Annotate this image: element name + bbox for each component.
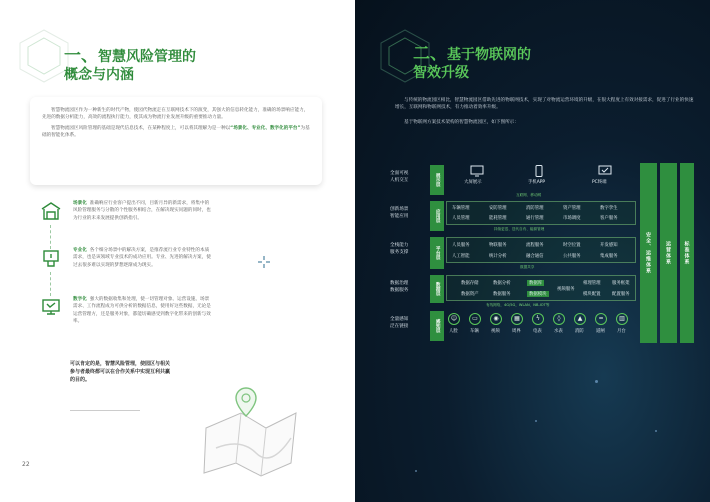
display-layer — [446, 165, 636, 191]
app-item: 通行管理 — [526, 216, 544, 221]
sense-item: 月台 — [617, 329, 626, 334]
perimeter-icon: ▦ — [511, 313, 523, 325]
vbar-standards: 标准体系 — [680, 163, 694, 343]
section-title-iot-upgrade: 二、基于物联网的 智效升级 — [413, 44, 531, 81]
data-item: 数据资产 — [461, 292, 479, 297]
sense-item: 人脸 — [449, 329, 458, 334]
platform-item: 人员服务 — [452, 243, 470, 248]
app-ribbon: 持续更迭、迭代自有、能源管理 — [494, 227, 545, 231]
data-item: 模块配置 — [583, 292, 601, 297]
app-item: 人员管理 — [452, 216, 470, 221]
section-title-risk-management: 一、智慧风险管理的 概念与内涵 — [64, 46, 196, 83]
fire-icon: ▲ — [574, 313, 586, 325]
monitor-icon — [470, 165, 484, 177]
row-label: 全栈能力 服务支撑 — [390, 243, 409, 255]
sense-item: 道闸 — [596, 329, 605, 334]
diagram-caption: 基于物联网方案技术架构的智慧物流园区，如下图所示： — [404, 120, 519, 125]
layer-tag-data: 数据层 — [430, 275, 444, 303]
app-item: 能耗管理 — [489, 216, 507, 221]
digital-icon — [40, 296, 62, 318]
vbar-operations: 运营体系 — [660, 163, 677, 343]
row-label: 数据治理 数据服务 — [390, 281, 409, 293]
feature-text: 场景化 准确响应行业客户提出不同，目新月异的新需求，将集中的风险管理服务与分散的个性服务相结合，在解决现实问题的同时，也为行业的未来发展提供创新指引。 — [73, 201, 211, 221]
particle-glow — [655, 430, 657, 432]
display-item: PC终端 — [592, 180, 607, 185]
face-icon: ☺ — [448, 313, 460, 325]
conclusion-text: 可以肯定的是，智慧风险管理，使园区与相关参与者最终都可以在合作关系中实现互利共赢的目的。 — [70, 361, 171, 383]
application-layer — [446, 201, 636, 225]
sensing-layer — [446, 311, 636, 341]
vehicle-icon: ▭ — [469, 313, 481, 325]
network-ribbon: 有线网络，4G/5G，WLAN，NB-IOT等 — [486, 303, 550, 307]
intro-box — [30, 97, 322, 185]
intro-paragraph: 与传统的物流园区相比，智慧物流园区借助先进的物联网技术，实现了对物流运营环境的升级，在很大程度上有效对接需求，促进了行业的快速增长，互联网和物联网技术，有力推动着效率升级。 — [395, 98, 694, 111]
pc-terminal-icon — [598, 165, 612, 177]
app-item: 资产管理 — [563, 206, 581, 211]
app-item: 车辆管理 — [452, 206, 470, 211]
scene-icon — [40, 200, 62, 222]
sense-item: 电表 — [533, 329, 542, 334]
sense-item: 视频 — [491, 329, 500, 334]
cross-marker-icon — [258, 256, 270, 268]
platform-item: 融合通信 — [526, 254, 544, 259]
data-item: 数据模块 — [529, 292, 547, 297]
layer-tag-display: 展示层 — [430, 165, 444, 195]
platform-item: 人工智能 — [452, 254, 470, 259]
platform-item: 物联服务 — [489, 243, 507, 248]
folded-map-with-pin-icon — [196, 368, 306, 478]
platform-item: 流程服务 — [526, 243, 544, 248]
network-ribbon: 互联网、移动网 — [516, 193, 542, 197]
platform-item: 公共服务 — [563, 254, 581, 259]
sense-item: 车辆 — [470, 329, 479, 334]
particle-glow — [595, 380, 598, 383]
camera-icon: ◉ — [490, 313, 502, 325]
sense-item: 消防 — [575, 329, 584, 334]
row-label: 全量感知 泛在链接 — [390, 317, 409, 329]
water-icon: ◊ — [553, 313, 565, 325]
platform-item: 统计分析 — [489, 254, 507, 259]
app-item: 消防管理 — [526, 206, 544, 211]
phone-icon — [534, 165, 544, 177]
display-item: 手机APP — [528, 180, 546, 185]
data-item: 服务框架 — [612, 281, 630, 286]
sense-item: 周界 — [512, 329, 521, 334]
intro-paragraph-1: 智慧物流园区作为一种新生的时代产物，使园代物流走在互联网技术下的演变，其强大的信息转化能力，准确的场景响应能力，先进的数据分析能力，高效的流程执行能力，使其成为物流行业发展升级的重要推动力量。 — [42, 108, 309, 121]
intro-paragraph-2: 智慧物流园区风险管理的基础是现代信息技术，在某种程度上，可以将其理解为是一种以“场景化、专业化、数字化的平台”为基础的智能化体系。 — [42, 125, 310, 139]
platform-ribbon: 数据共享 — [520, 265, 535, 269]
particle-glow — [535, 420, 537, 422]
app-item: 安防管理 — [489, 206, 507, 211]
display-item: 大屏展示 — [464, 180, 482, 185]
layer-tag-sensing: 感知层 — [430, 311, 444, 341]
row-label: 全面可视 人机交互 — [390, 171, 409, 183]
data-item: 配置服务 — [612, 292, 630, 297]
data-item: 视频服务 — [557, 287, 575, 292]
right-page — [355, 0, 710, 502]
layer-tag-application: 应用层 — [430, 201, 444, 231]
feature-text: 专业化 各个细分场景中的解决方案，是推荐流行业专业特性的本质需求，也是该领域专业技术的成功应用。专业、先进的解决方案，使过去很多难以实现的梦想逐渐成为现实。 — [73, 248, 211, 268]
barrier-gate-icon: ═ — [595, 313, 607, 325]
platform-item: 开发感知 — [600, 243, 618, 248]
divider — [70, 410, 140, 411]
row-label: 创新场景 智能应用 — [390, 207, 409, 219]
feature-connector — [50, 272, 51, 296]
data-item: 数据库 — [529, 281, 543, 286]
meter-icon: ϟ — [532, 313, 544, 325]
iot-architecture-diagram — [390, 163, 690, 363]
sense-item: 水表 — [554, 329, 563, 334]
data-item: 数据存储 — [461, 281, 479, 286]
data-item: 数据服务 — [493, 292, 511, 297]
vbar-security-ops: 安全、运维体系 — [640, 163, 657, 343]
data-item: 相理管理 — [583, 281, 601, 286]
platform-dock-icon: ▥ — [616, 313, 628, 325]
app-item: 数字孪生 — [600, 206, 618, 211]
feature-connector — [50, 225, 51, 249]
platform-item: 时空位置 — [563, 243, 581, 248]
particle-glow — [415, 470, 417, 472]
data-layer — [446, 275, 636, 301]
data-item: 数据分析 — [493, 281, 511, 286]
feature-text: 数字化 强大的数据收集和处理，使一切管理对象、运营设施、场景需求、工作流程成为可供分析的数据信息，使用好这些数据，无论是运营管理方，还是服务对象，都能切确感受到数字化带来的创新与效率。 — [73, 297, 211, 325]
app-item: 客户服务 — [600, 216, 618, 221]
platform-layer — [446, 237, 636, 263]
layer-tag-platform: 平台层 — [430, 237, 444, 269]
page-number: 22 — [22, 461, 30, 468]
professional-icon — [40, 247, 62, 269]
platform-item: 集成服务 — [600, 254, 618, 259]
app-item: 市场调度 — [563, 216, 581, 221]
